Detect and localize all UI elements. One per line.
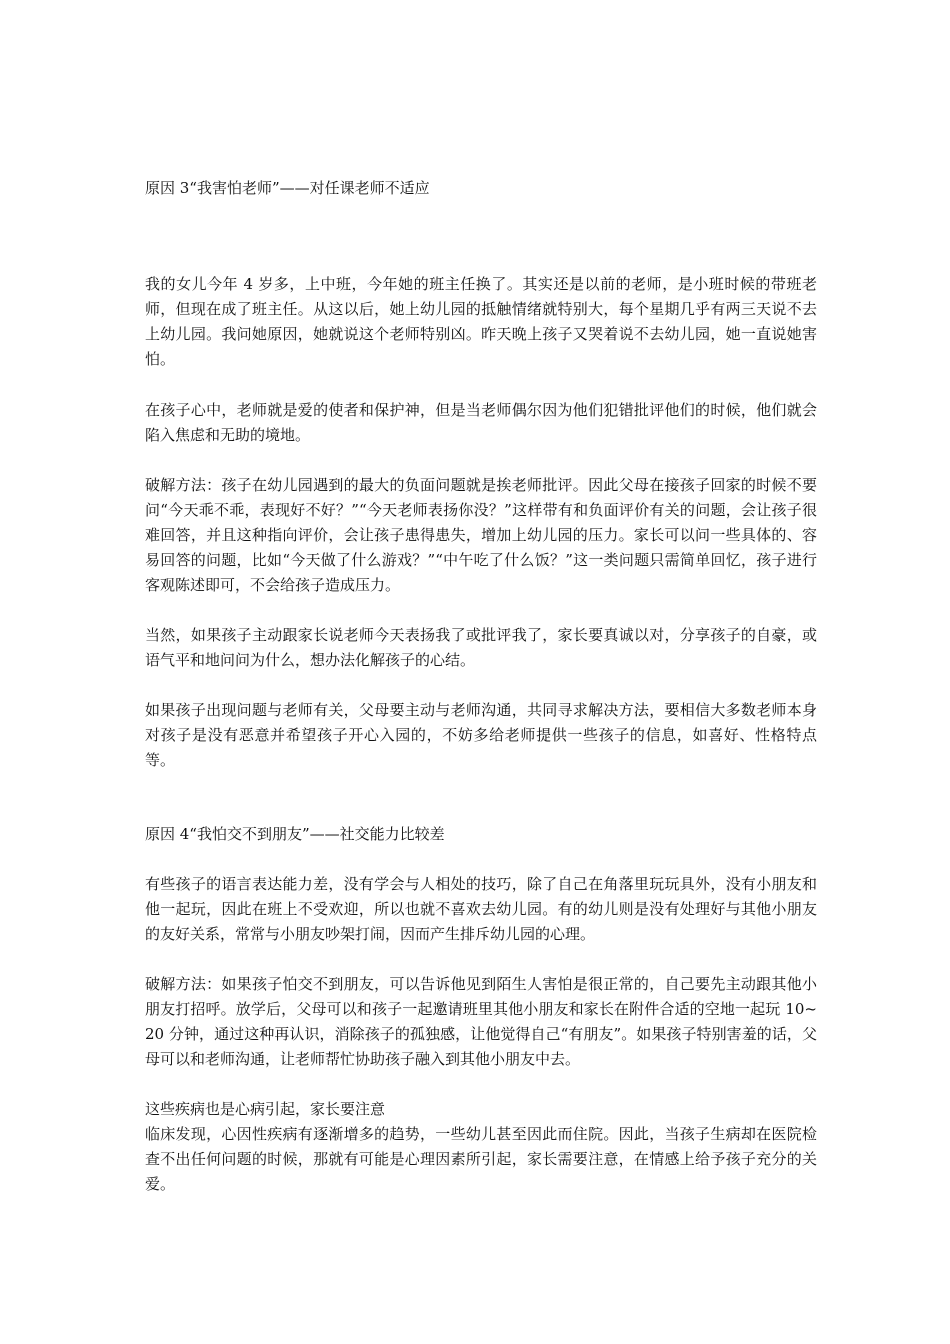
paragraph-daughter-story: 我的女儿今年 4 岁多，上中班，今年她的班主任换了。其实还是以前的老师，是小班时候的带班老师，但现在成了班主任。从这以后，她上幼儿园的抵触情绪就特别大，每个星期几乎有两三天说不去上幼儿园。我问她原因，她就说这个老师特别凶。昨天晚上孩子又哭着说不去幼儿园，她一直说她害怕。 (145, 275, 817, 368)
paragraph-social-skills: 有些孩子的语言表达能力差，没有学会与人相处的技巧，除了自己在角落里玩玩具外，没有小朋友和他一起玩，因此在班上不受欢迎，所以也就不喜欢去幼儿园。有的幼儿则是没有处理好与其他小朋友的友好关系，常常与小朋友吵架打闹，因而产生排斥幼儿园的心理。 (145, 875, 817, 943)
paragraph-communicate-teacher: 如果孩子出现问题与老师有关，父母要主动与老师沟通，共同寻求解决方法，要相信大多数老师本身对孩子是没有恶意并希望孩子开心入园的，不妨多给老师提供一些孩子的信息，如喜好、性格特点等。 (145, 701, 817, 769)
paragraph-teacher-role: 在孩子心中，老师就是爱的使者和保护神，但是当老师偶尔因为他们犯错批评他们的时候，他们就会陷入焦虑和无助的境地。 (145, 401, 817, 444)
section-heading-illness: 这些疾病也是心病引起，家长要注意 (145, 1100, 386, 1118)
section-heading-reason-4: 原因 4“我怕交不到朋友”——社交能力比较差 (145, 825, 445, 843)
paragraph-solution-reason-3: 破解方法：孩子在幼儿园遇到的最大的负面问题就是挨老师批评。因此父母在接孩子回家的时候不要问“今天乖不乖，表现好不好？”“今天老师表扬你没？”这样带有和负面评价有关的问题，会让孩子很难回答，并且这种指向评价，会让孩子患得患失，增加上幼儿园的压力。家长可以问一些具体的、容易回答的问题，比如“今天做了什么游戏？”“中午吃了什么饭？”这一类问题只需简单回忆，孩子进行客观陈述即可，不会给孩子造成压力。 (145, 476, 817, 594)
paragraph-praise-criticism: 当然，如果孩子主动跟家长说老师今天表扬我了或批评我了，家长要真诚以对，分享孩子的自豪，或语气平和地问问为什么，想办法化解孩子的心结。 (145, 626, 817, 669)
section-heading-reason-3: 原因 3“我害怕老师”——对任课老师不适应 (145, 179, 430, 197)
paragraph-psychosomatic: 临床发现，心因性疾病有逐渐增多的趋势，一些幼儿甚至因此而住院。因此，当孩子生病却在医院检查不出任何问题的时候，那就有可能是心理因素所引起，家长需要注意，在情感上给予孩子充分的关爱。 (145, 1125, 817, 1193)
paragraph-solution-reason-4: 破解方法：如果孩子怕交不到朋友，可以告诉他见到陌生人害怕是很正常的，自己要先主动跟其他小朋友打招呼。放学后，父母可以和孩子一起邀请班里其他小朋友和家长在附件合适的空地一起玩 10~20 分钟，通过这种再认识，消除孩子的孤独感，让他觉得自己“有朋友”。如果孩子特别害羞的话，父母可以和老师沟通，让老师帮忙协助孩子融入到其他小朋友中去。 (145, 975, 817, 1068)
